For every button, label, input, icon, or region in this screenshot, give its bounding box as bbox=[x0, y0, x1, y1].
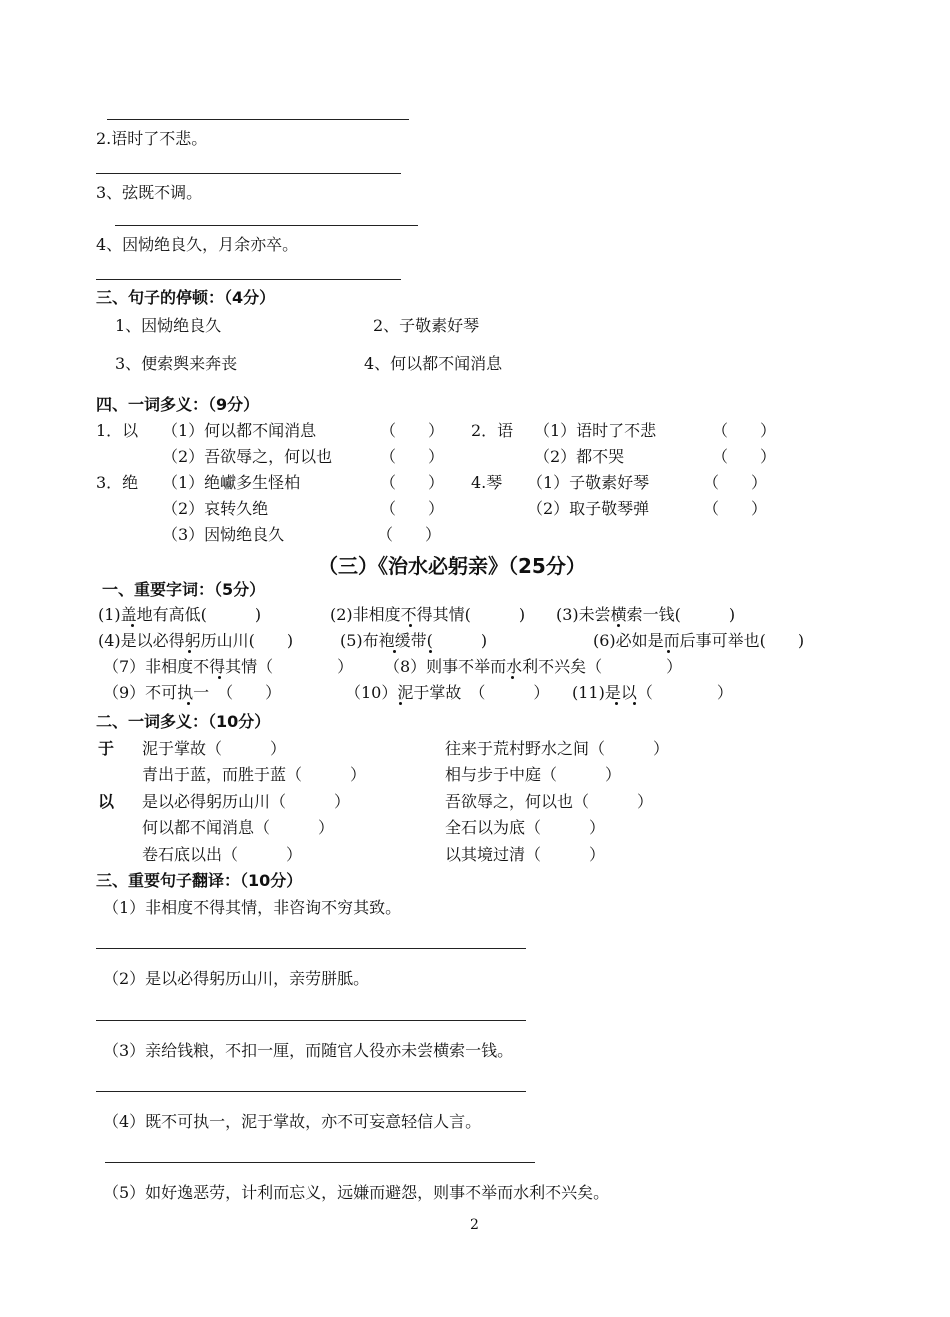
vocab-item-10: （10）泥于掌故 （ ） bbox=[345, 683, 550, 702]
vocab-item-9: （9）不可执一 （ ） bbox=[103, 683, 282, 702]
pause-item-2: 2、子敬素好琴 bbox=[373, 316, 480, 335]
word-label: 4.琴 bbox=[471, 473, 503, 492]
meaning-item: 是以必得躬历山川（ ） bbox=[142, 792, 351, 811]
word-label: 于 bbox=[98, 739, 115, 758]
vocab-item-8: （8）则事不举而水利不兴矣（ ） bbox=[384, 657, 683, 676]
meaning-item: 何以都不闻消息（ ） bbox=[142, 818, 335, 837]
meaning-item: 青出于蓝，而胜于蓝（ ） bbox=[142, 765, 367, 784]
meaning-item: （3）因恸绝良久 bbox=[162, 525, 285, 544]
meaning-item: 全石以为底（ ） bbox=[445, 818, 606, 837]
translate-question-2: （2）是以必得躬历山川，亲劳胼胝。 bbox=[103, 969, 370, 988]
sentence-4: 4、因恸绝良久，月余亦卒。 bbox=[96, 235, 299, 254]
word-label: 3．绝 bbox=[96, 473, 139, 492]
answer-line bbox=[96, 1091, 526, 1092]
vocab-item-6: (6)必如是而后事可举也( ) bbox=[593, 631, 805, 650]
word-label: 以 bbox=[98, 792, 115, 811]
vocab-item-3: (3)未尝横索一钱( ) bbox=[556, 605, 736, 624]
part-title: （三）《治水必躬亲》（25分） bbox=[318, 554, 586, 578]
answer-paren: （ ） bbox=[380, 447, 445, 466]
answer-paren: （ ） bbox=[380, 421, 445, 440]
meaning-item: （1）子敬素好琴 bbox=[527, 473, 650, 492]
answer-paren: （ ） bbox=[712, 421, 777, 440]
meaning-item: （1）语时了不悲 bbox=[534, 421, 657, 440]
meaning-item: （1）何以都不闻消息 bbox=[162, 421, 317, 440]
meaning-item: 卷石底以出（ ） bbox=[142, 845, 303, 864]
meaning-item: 以其境过清（ ） bbox=[445, 845, 606, 864]
answer-line bbox=[96, 173, 401, 174]
pause-item-3: 3、便索舆来奔丧 bbox=[115, 354, 238, 373]
meaning-item: 泥于掌故（ ） bbox=[142, 739, 287, 758]
section-heading: 一、重要字词：（5分） bbox=[102, 580, 266, 599]
answer-paren: （ ） bbox=[703, 499, 768, 518]
translate-question-3: （3）亲给钱粮，不扣一厘，而随官人役亦未尝横索一钱。 bbox=[103, 1041, 514, 1060]
section-heading: 二、一词多义：（10分） bbox=[96, 712, 271, 731]
pause-item-4: 4、何以都不闻消息 bbox=[364, 354, 503, 373]
sentence-2: 2.语时了不悲。 bbox=[96, 129, 208, 148]
sentence-3: 3、弦既不调。 bbox=[96, 183, 203, 202]
translate-question-4: （4）既不可执一，泥于掌故，亦不可妄意轻信人言。 bbox=[103, 1112, 482, 1131]
vocab-item-11: (11)是以（ ） bbox=[572, 683, 733, 702]
section-heading: 三、句子的停顿：（4分） bbox=[96, 288, 276, 307]
answer-line bbox=[96, 1020, 526, 1021]
section-heading: 三、重要句子翻译：（10分） bbox=[96, 871, 303, 890]
answer-line bbox=[96, 279, 401, 280]
answer-line bbox=[115, 225, 418, 226]
pause-item-1: 1、因恸绝良久 bbox=[115, 316, 222, 335]
answer-paren: （ ） bbox=[377, 525, 442, 544]
meaning-item: 吾欲辱之，何以也（ ） bbox=[445, 792, 654, 811]
translate-question-1: （1）非相度不得其情，非咨询不穷其致。 bbox=[103, 898, 402, 917]
page-number: 2 bbox=[470, 1217, 479, 1233]
vocab-item-4: (4)是以必得躬历山川( ) bbox=[98, 631, 294, 650]
answer-paren: （ ） bbox=[380, 499, 445, 518]
meaning-item: （2）哀转久绝 bbox=[162, 499, 269, 518]
answer-line bbox=[107, 119, 409, 120]
vocab-item-7: （7）非相度不得其情（ ） bbox=[103, 657, 354, 676]
meaning-item: 往来于荒村野水之间（ ） bbox=[445, 739, 670, 758]
answer-paren: （ ） bbox=[380, 473, 445, 492]
translate-question-5: （5）如好逸恶劳，计利而忘义，远嫌而避怨，则事不举而水利不兴矣。 bbox=[103, 1183, 610, 1202]
word-label: 2．语 bbox=[471, 421, 514, 440]
meaning-item: （2）吾欲辱之，何以也 bbox=[162, 447, 333, 466]
meaning-item: （1）绝巘多生怪柏 bbox=[162, 473, 301, 492]
word-label: 1．以 bbox=[96, 421, 139, 440]
vocab-item-2: (2)非相度不得其情( ) bbox=[330, 605, 526, 624]
answer-paren: （ ） bbox=[712, 447, 777, 466]
answer-paren: （ ） bbox=[703, 473, 768, 492]
answer-line bbox=[105, 1162, 535, 1163]
meaning-item: （2）取子敬琴弹 bbox=[527, 499, 650, 518]
answer-line bbox=[96, 948, 526, 949]
vocab-item-1: (1)盖地有高低( ) bbox=[98, 605, 262, 624]
vocab-item-5: (5)布袍缓带( ) bbox=[340, 631, 488, 650]
meaning-item: （2）都不哭 bbox=[534, 447, 625, 466]
section-heading: 四、一词多义：（9分） bbox=[96, 395, 260, 414]
meaning-item: 相与步于中庭（ ） bbox=[445, 765, 622, 784]
